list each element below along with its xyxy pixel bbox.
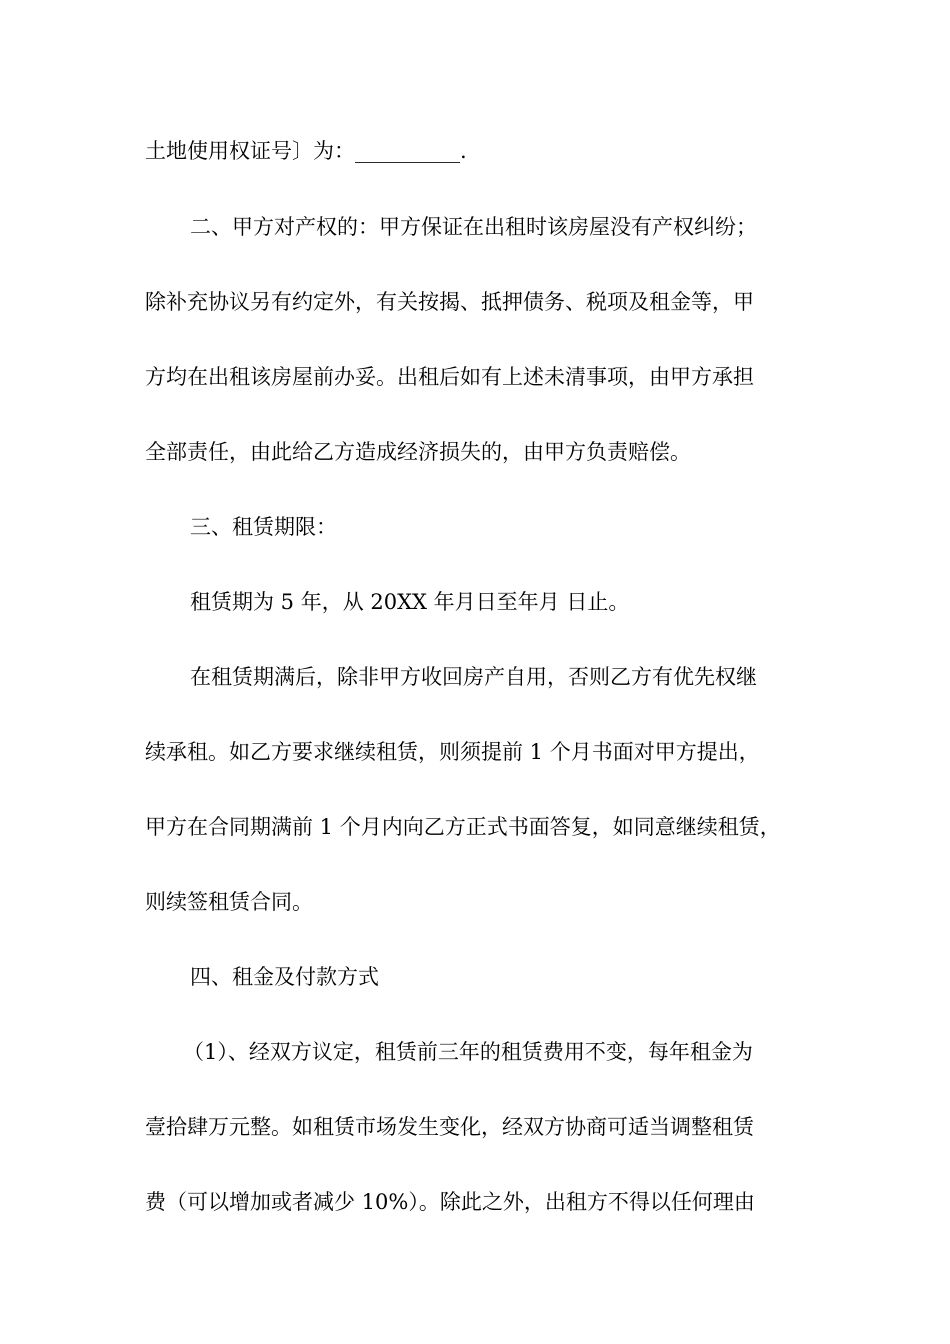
text-line-rent-clause-1: （1）、经双方议定，租赁前三年的租赁费用不变，每年租金为 [183,1040,753,1064]
text-line: 全部责任，由此给乙方造成经济损失的，由甲方负责赔偿。 [145,440,691,464]
text-line: 费（可以增加或者减少 10%）。除此之外，出租方不得以任何理由 [145,1190,755,1214]
text-line: 壹拾肆万元整。如租赁市场发生变化，经双方协商可适当调整租赁 [145,1115,754,1139]
text-line-lease-period: 租赁期为 5 年，从 20XX 年月日至年月 日止。 [190,590,630,614]
text-line: 则续签租赁合同。 [145,890,313,914]
text-line: 除补充协议另有约定外，有关按揭、抵押债务、税项及租金等，甲 [145,290,754,314]
text-line-renewal: 在租赁期满后，除非甲方收回房产自用，否则乙方有优先权继 [190,665,757,689]
text-line: 甲方在合同期满前 1 个月内向乙方正式书面答复，如同意继续租赁， [145,815,781,839]
heading-lease-term: 三、租赁期限： [190,515,337,539]
text-line: 续承租。如乙方要求继续租赁，则须提前 1 个月书面对甲方提出， [145,740,760,764]
heading-property-rights: 二、甲方对产权的：甲方保证在出租时该房屋没有产权纠纷； [190,215,757,239]
heading-rent-payment: 四、租金及付款方式 [190,965,379,989]
text-line: 方均在出租该房屋前办妥。出租后如有上述未清事项，由甲方承担 [145,365,754,389]
text-line-land-cert: 土地使用权证号〕为：__________. [145,139,467,163]
